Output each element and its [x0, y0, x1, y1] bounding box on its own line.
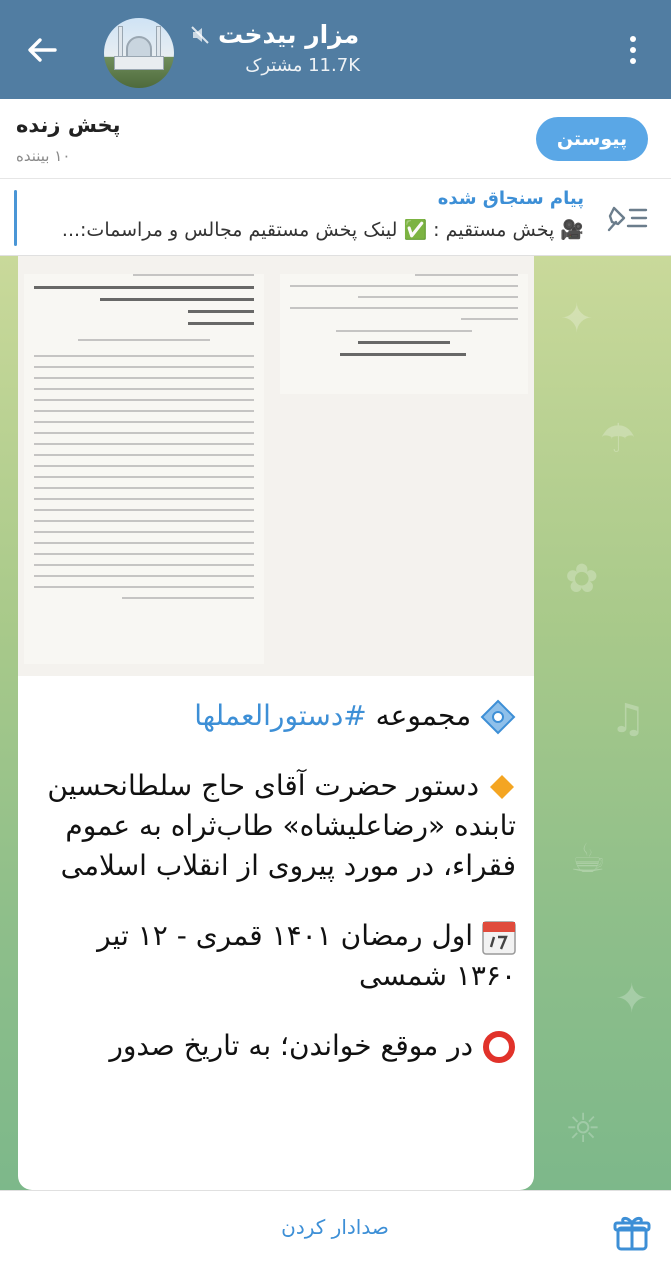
arrow-back-icon [27, 37, 57, 63]
reading-text: در موقع خواندن؛ به تاریخ صدور [109, 1029, 474, 1062]
back-button[interactable] [22, 30, 62, 70]
heading-paragraph [36, 766, 516, 886]
muted-speaker-icon [190, 25, 210, 45]
orange-diamond-icon [488, 773, 516, 801]
pinned-title: پیام سنجاق شده [437, 188, 584, 209]
channel-title: مزار بیدخت [218, 20, 360, 49]
pinned-text: 🎥 پخش مستقیم : ✅ لینک پخش مستقیم مجالس و مراسمات:... [61, 219, 584, 241]
live-viewers: ۱۰ بیننده [16, 147, 71, 165]
channel-avatar[interactable] [104, 18, 174, 88]
more-vertical-icon [630, 36, 636, 42]
message-text [36, 696, 516, 1096]
pinned-list-icon[interactable] [606, 198, 650, 238]
red-circle-icon [482, 1030, 516, 1064]
subscriber-count: 11.7K مشترک [245, 55, 360, 76]
pinned-indicator [14, 190, 17, 246]
reading-paragraph [36, 1026, 516, 1066]
hashtag-link[interactable]: #دستورالعملها [194, 699, 367, 732]
blue-diamond-icon [480, 699, 516, 735]
document-page-right [280, 274, 528, 394]
date-text: اول رمضان ۱۴۰۱ قمری - ۱۲ تیر ۱۳۶۰ شمسی [97, 919, 516, 992]
pinned-message-bar[interactable] [0, 180, 671, 256]
gift-icon[interactable] [612, 1213, 652, 1253]
document-page-left [24, 274, 264, 664]
calendar-icon [482, 919, 516, 955]
collection-line [36, 696, 516, 736]
more-options-button[interactable] [618, 30, 648, 70]
unmute-button[interactable]: صدادار کردن [281, 1215, 389, 1239]
bottom-bar [0, 1190, 671, 1280]
channel-info[interactable] [190, 20, 360, 76]
live-stream-bar[interactable] [0, 99, 671, 179]
live-title: پخش زنده [16, 113, 121, 137]
join-live-button[interactable]: پیوستن [536, 117, 648, 161]
chat-area[interactable]: ✦ ☂ ✿ ♫ ☕ ✦ ☼ مجموعه #دستورالعملها دستور حضرت آقای حاج سلطانحسین تابنده «رضاعلیشاه» طاب‌ثراه به عموم فقراء، در مورد پیروی از انقلاب اسلامی اول رمضان ۱۴۰۱ قمری - ۱۲ تیر ۱۳۶۰ شمسی در موقع خواندن؛ به تاریخ صدور [0, 256, 671, 1190]
document-photo[interactable] [18, 256, 534, 676]
date-paragraph [36, 916, 516, 996]
message-bubble[interactable] [18, 256, 534, 1190]
chat-header [0, 0, 671, 99]
heading-text: دستور حضرت آقای حاج سلطانحسین تابنده «رضاعلیشاه» طاب‌ثراه به عموم فقراء، در مورد پیروی از انقلاب اسلامی [47, 769, 516, 882]
collection-prefix: مجموعه [366, 699, 472, 732]
